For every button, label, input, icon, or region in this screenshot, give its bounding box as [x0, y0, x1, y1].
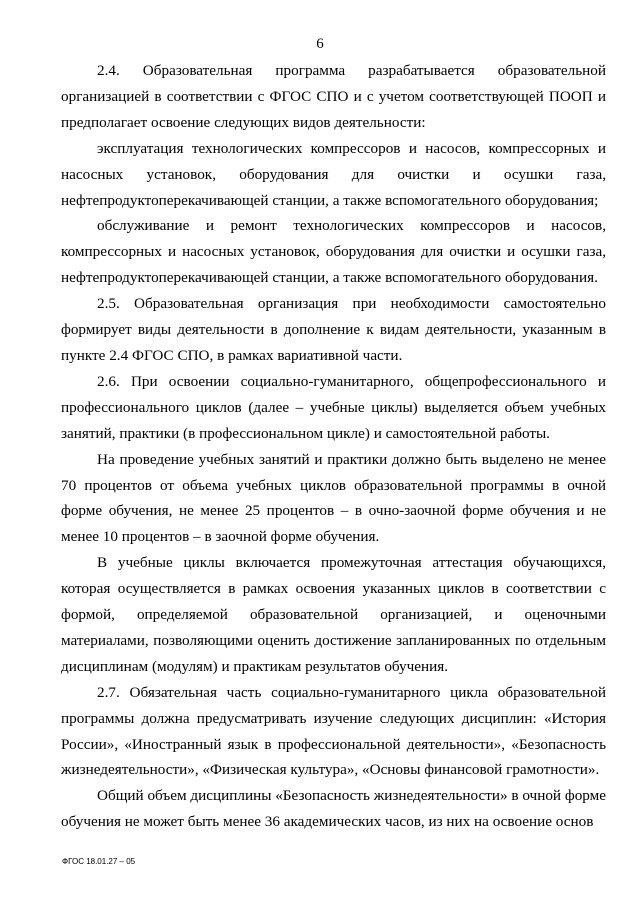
paragraph-2-6: 2.6. При освоении социально-гуманитарного, общепрофессионального и профессионального циклов (далее – учебные циклы) выделяется объем учебных занятий, практики (в профессиональном цикле) и самостоятельной работы. [61, 372, 606, 442]
paragraph-activity-operation: эксплуатация технологических компрессоров и насосов, компрессорных и насосных установок, оборудования для очистки и осушки газа, нефтепродуктоперекачивающей станции, а также вспомогательного оборудования; [61, 139, 606, 209]
document-body [61, 58, 606, 835]
paragraph-2-5: 2.5. Образовательная организация при необходимости самостоятельно формирует виды деятельности в дополнение к видам деятельности, указанным в пункте 2.4 ФГОС СПО, в рамках вариативной части. [61, 295, 606, 364]
paragraph-intermediate-attestation: В учебные циклы включается промежуточная аттестация обучающихся, которая осуществляется в рамках освоения указанных циклов в соответствии с формой, определяемой образовательной организацией, и оценочными материалами, позволяющими оценить достижение запланированных по отдельным дисциплинам (модулям) и практикам результатов обучения. [61, 554, 606, 675]
paragraph-activity-maintenance: обслуживание и ремонт технологических компрессоров и насосов, компрессорных и насосных установок, оборудования для очистки и осушки газа, нефтепродуктоперекачивающей станции, а также вспомогательного оборудования. [61, 217, 606, 287]
page-number: 6 [316, 36, 324, 52]
paragraph-2-7: 2.7. Обязательная часть социально-гуманитарного цикла образовательной программы должна предусматривать изучение следующих дисциплин: «История России», «Иностранный язык в профессиональной деятельности», «Безопасность жизнедеятельности», «Физическая культура», «Основы финансовой грамотности». [61, 683, 606, 779]
paragraph-2-4: 2.4. Образовательная программа разрабатывается образовательной организацией в соответствии с ФГОС СПО и с учетом соответствующей ПООП и предполагает освоение следующих видов деятельности: [61, 62, 606, 131]
paragraph-life-safety: Общий объем дисциплины «Безопасность жизнедеятельности» в очной форме обучения не может быть менее 36 академических часов, из них на освоение основ [61, 787, 606, 831]
footer-code: ФГОС 18.01.27 – 05 [62, 857, 136, 866]
paragraph-study-hours: На проведение учебных занятий и практики должно быть выделено не менее 70 процентов от объема учебных циклов образовательной программы в очной форме обучения, не менее 25 процентов – в очно-заочной форме обучения и не менее 10 процентов – в заочной форме обучения. [61, 450, 606, 546]
